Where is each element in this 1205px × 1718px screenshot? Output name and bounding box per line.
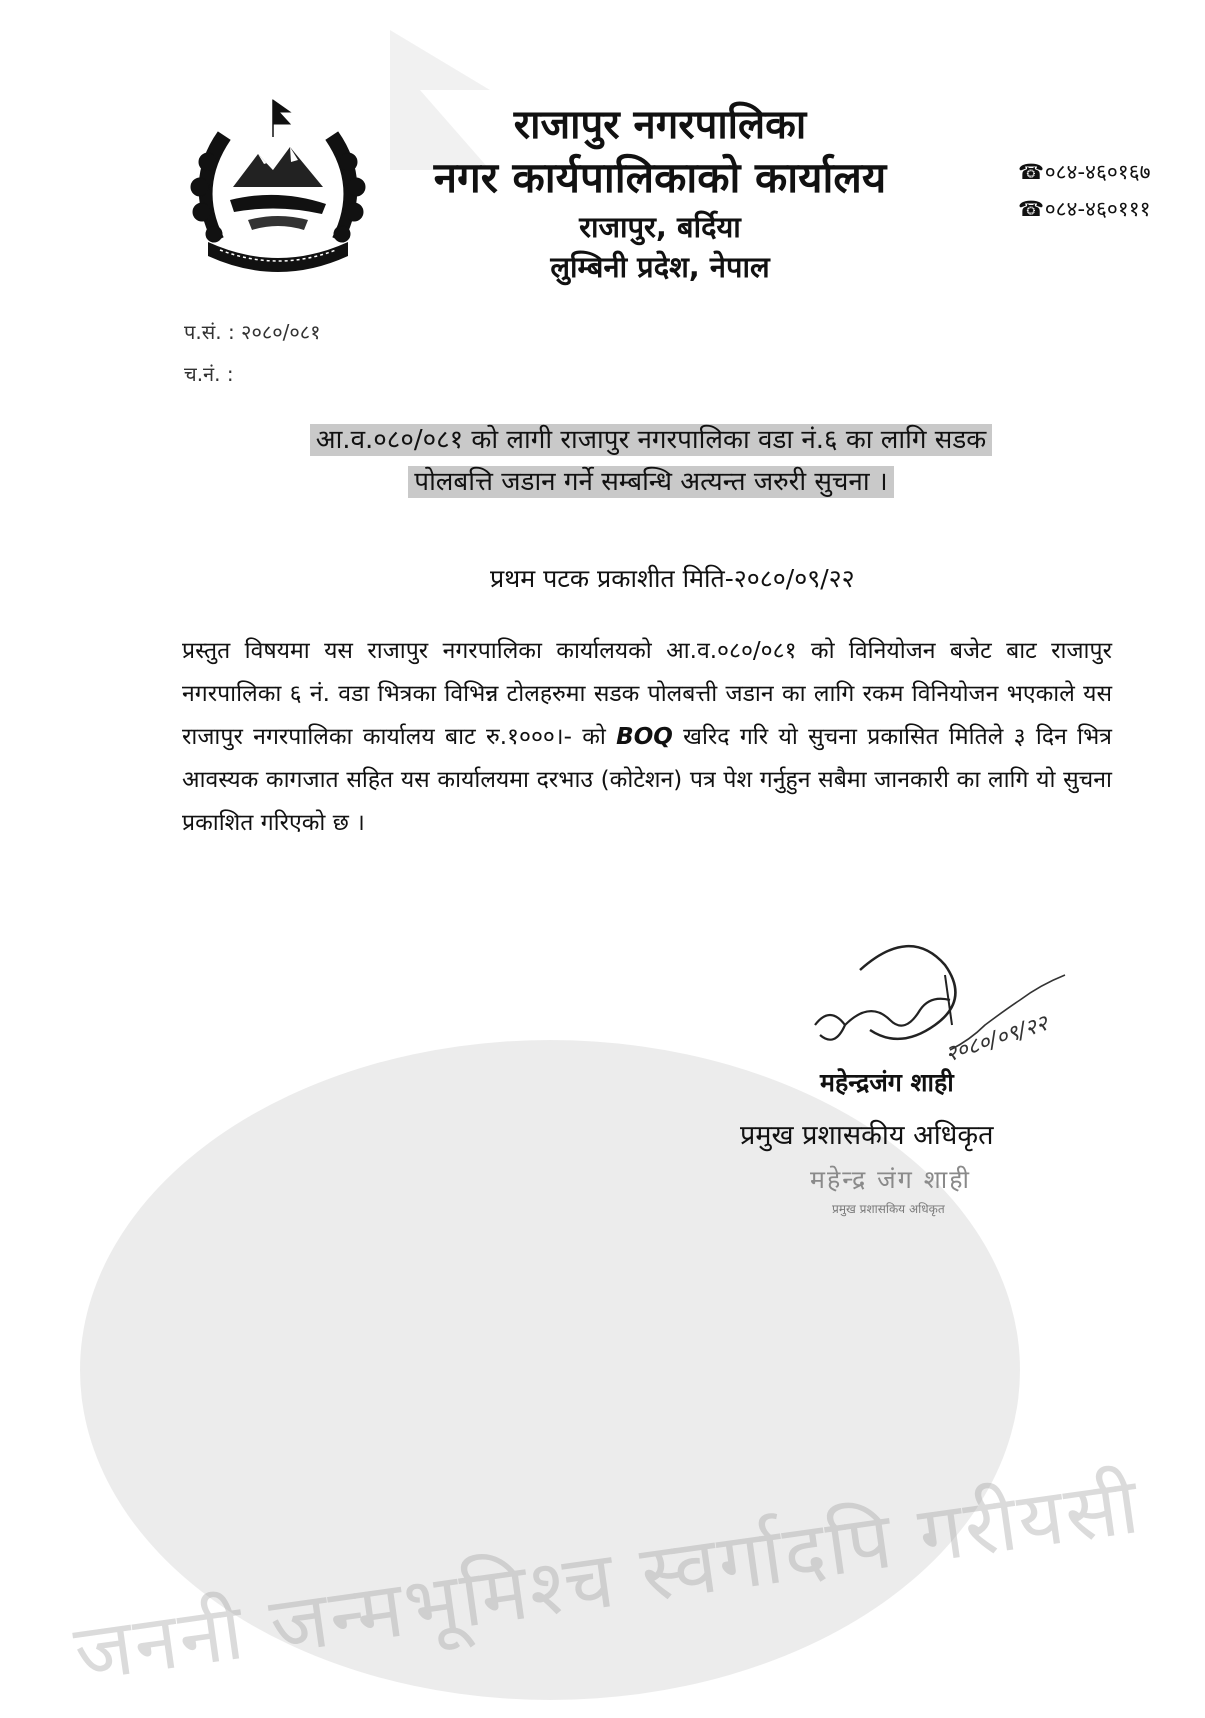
telephone-icon: ☎	[1018, 160, 1045, 184]
nepal-emblem-icon	[178, 92, 378, 278]
signatory-title: प्रमुख प्रशासकीय अधिकृत	[740, 1120, 994, 1151]
publication-date: प्रथम पटक प्रकाशीत मिति-२०८०/०९/२२	[490, 564, 855, 593]
stamp-name: महेन्द्र जंग शाही	[810, 1165, 971, 1194]
phone-line-1	[1018, 158, 1151, 186]
letter-number: प.सं. : २०८०/०८१	[184, 320, 321, 344]
signature-date: २०८०/०९/२२	[942, 1011, 1052, 1068]
stamp-title: प्रमुख प्रशासकिय अधिकृत	[832, 1202, 945, 1216]
signature-block	[720, 930, 1100, 1230]
notice-subject	[232, 420, 1070, 503]
subject-line-2: पोलबत्ति जडान गर्ने सम्बन्धि अत्यन्त जरुरी सुचना ।	[408, 466, 893, 498]
body-boq: BOQ	[616, 724, 673, 750]
body-text-part-2: खरिद गरि यो सुचना प्रकासित मितिले ३ दिन भित्र आवस्यक कागजात सहित यस कार्यालयमा दरभाउ (कोटेशन) पत्र पेश गर्नुहुन सबैमा जानकारी का लागि यो सुचना प्रकाशित गरिएको छ ।	[182, 724, 1112, 836]
signatory-name: महेन्द्रजंग शाही	[820, 1068, 954, 1097]
dispatch-number: च.नं. :	[184, 362, 234, 386]
notice-body	[182, 630, 1112, 845]
telephone-icon: ☎	[1018, 197, 1045, 221]
office-name: नगर कार्यपालिकाको कार्यालय	[433, 153, 887, 202]
phone-line-2	[1018, 195, 1151, 223]
office-location: राजापुर, बर्दिया	[579, 210, 741, 244]
watermark-motto: जननी जन्मभूमिश्च स्वर्गादपि गरीयसी	[69, 1461, 1146, 1700]
office-province: लुम्बिनी प्रदेश, नेपाल	[550, 250, 770, 284]
phone-number-2: ०८४-४६०१११	[1044, 197, 1151, 221]
subject-line-1: आ.व.०८०/०८१ को लागी राजापुर नगरपालिका वडा नं.६ का लागि सडक	[310, 424, 993, 456]
phone-number-1: ०८४-४६०१६७	[1044, 160, 1151, 184]
body-text-part-1: प्रस्तुत विषयमा यस राजापुर नगरपालिका कार्यालयको आ.व.०८०/०८१ को विनियोजन बजेट बाट राजापुर नगरपालिका ६ नं. वडा भित्रका विभिन्न टोलहरुमा सडक पोलबत्ती जडान का लागि रकम विनियोजन भएकाले यस राजापुर नगरपालिका कार्यालय बाट रु.१०००।- को	[182, 638, 1112, 750]
municipality-name: राजापुर नगरपालिका	[513, 102, 807, 148]
